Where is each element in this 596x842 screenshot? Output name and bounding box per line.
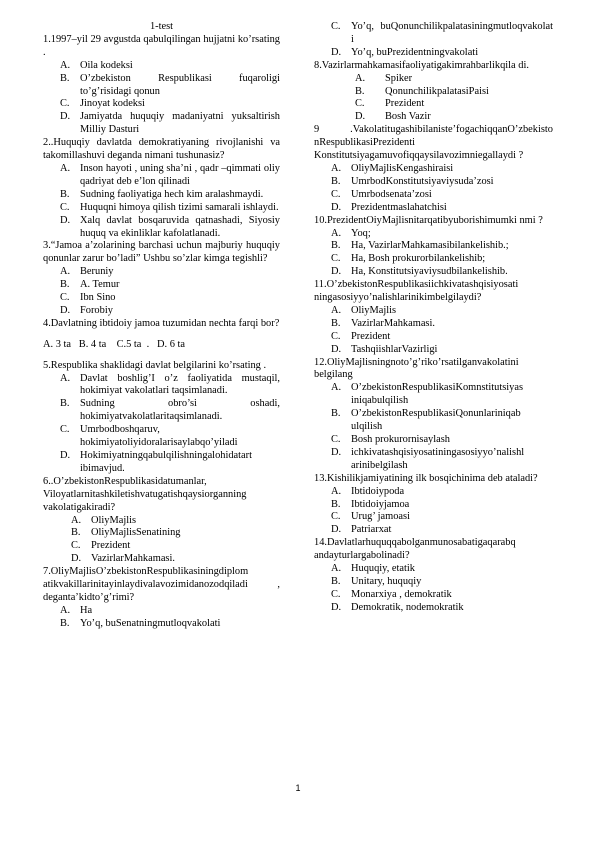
option-text: Oila kodeksi [80, 59, 133, 71]
answer-option [355, 98, 553, 111]
answer-options [314, 21, 553, 60]
answer-option [60, 189, 280, 202]
answer-option [60, 60, 280, 73]
question-block [43, 318, 280, 360]
option-text: Ha, Bosh prokurorbilankelishib; [351, 253, 486, 265]
option-letter: A. [71, 514, 82, 526]
answer-option [60, 450, 280, 476]
answer-options [43, 266, 280, 318]
option-letter: A. [60, 59, 71, 71]
option-letter: B. [60, 279, 70, 291]
answer-option [331, 21, 553, 47]
option-letter: D. [331, 201, 342, 213]
answer-option [355, 111, 553, 124]
answer-option [71, 540, 280, 553]
option-text: Spiker [385, 72, 413, 84]
option-letter: B. [331, 498, 341, 510]
answer-option [331, 228, 553, 241]
answer-options [314, 382, 553, 472]
option-text: Monarxiya , demokratik [351, 588, 452, 600]
answer-option [60, 98, 280, 111]
answer-option [331, 176, 553, 189]
option-text: Patriarxat [351, 524, 392, 536]
option-text: Davlat boshlig’I o’z faoliyatida mustaqil, hokimiyat vakolatlari taqsimlanadi. [80, 372, 280, 397]
option-text: Ha [80, 604, 93, 616]
option-letter: B. [60, 398, 70, 410]
answer-option [331, 447, 553, 473]
option-letter: C. [60, 292, 70, 304]
option-letter: B. [71, 527, 81, 539]
option-text: Ha, Konstitutsiyaviysudbilankelishib. [351, 266, 508, 278]
option-letter: D. [331, 601, 342, 613]
question-block [314, 357, 553, 473]
option-text: Yoq; [351, 227, 371, 239]
page-title: 1-test [149, 21, 174, 32]
option-letter: D. [60, 214, 71, 226]
right-column [314, 21, 553, 615]
option-letter: B. [331, 575, 341, 587]
option-text: OliyMajlis [91, 514, 137, 526]
option-letter: C. [331, 330, 341, 342]
answer-option [60, 424, 280, 450]
option-text: Prezidentmaslahatchisi [351, 201, 447, 213]
option-letter: B. [60, 617, 70, 629]
option-text: Forobiy [80, 304, 113, 316]
option-text: Hokimiyatningqabulqilishningalohidatart ibimavjud. [80, 450, 252, 474]
option-text: Yo’q, buPrezidentningvakolati [351, 46, 479, 58]
question-block [43, 360, 280, 476]
answer-option [331, 499, 553, 512]
answer-option [331, 189, 553, 202]
option-letter: D. [331, 343, 342, 355]
option-text: Prezident [351, 330, 391, 342]
option-letter: A. [60, 604, 71, 616]
answer-option [60, 266, 280, 279]
option-text: Ibn Sino [80, 292, 116, 304]
option-letter: C. [60, 424, 70, 436]
question-block [314, 537, 553, 614]
option-text: Sudning faoliyatiga hech kim aralashmaydi. [80, 188, 264, 200]
question-block [314, 473, 553, 538]
option-letter: D. [331, 266, 342, 278]
question-block [314, 21, 553, 60]
option-text: VazirlarMahkamasi. [351, 317, 435, 329]
option-letter: C. [331, 511, 341, 523]
answer-option [331, 318, 553, 331]
answer-option [60, 373, 280, 399]
option-letter: A. [331, 304, 342, 316]
option-letter: C. [331, 188, 341, 200]
answer-options [43, 163, 280, 240]
answer-options [314, 73, 553, 125]
answer-option [331, 47, 553, 60]
answer-option [331, 486, 553, 499]
question-text: 3.“Jamoa a’zolarining barchasi uchun majburiy huquqiy qonunlar zarur bo’ladi” Ushbu so’zlar kimga tegishli? [43, 240, 280, 265]
option-letter: B. [331, 317, 341, 329]
answer-option [60, 279, 280, 292]
option-text: O’zbekistonRespublikasiKomnstitutsiyas iniqabulqilish [351, 382, 524, 407]
question-block [43, 566, 280, 631]
answer-option [60, 618, 280, 631]
answer-option [331, 408, 553, 434]
answer-options-inline: A. 3 ta B. 4 ta C.5 ta . D. 6 ta [43, 338, 185, 350]
answer-option [331, 253, 553, 266]
question-text: 11.O’zbekistonRespublikasiichkivatashqisiyosati ningasosiyyo’nalishlarinikimbelgilaydi? [314, 279, 519, 304]
answer-options [43, 373, 280, 476]
answer-option [331, 563, 553, 576]
answer-option [331, 240, 553, 253]
answer-options [43, 515, 280, 567]
answer-option [60, 111, 280, 137]
answer-option [71, 515, 280, 528]
question-text: 14.Davlatlarhuquqqabolganmunosabatigaqarabq andayturlargabolinadi? [314, 537, 516, 562]
question-text: 8.Vazirlarmahkamasifaoliyatigakimrahbarlikqila di. [314, 59, 529, 71]
question-text: 10.PrezidentOiyMajlisnitarqatibyuborishimumki nmi ? [314, 214, 543, 226]
answer-option [331, 163, 553, 176]
option-text: Jamiyatda huquqiy madaniyatni yuksaltirish Milliy Dasturi [80, 111, 280, 136]
option-text: Ibtidoiyjamoa [351, 498, 410, 510]
question-block [314, 279, 553, 356]
option-letter: B. [60, 188, 70, 200]
option-letter: C. [60, 201, 70, 213]
answer-option [60, 292, 280, 305]
option-text: Huquqni himoya qilish tizimi samarali ishlaydi. [80, 201, 279, 213]
option-text: Prezident [91, 540, 131, 552]
option-text: Beruniy [80, 266, 114, 278]
question-text: 12.OliyMajlisningnoto’g’riko’rsatilganvakolatini belgilang [314, 356, 519, 381]
left-column [43, 21, 280, 631]
answer-option [331, 202, 553, 215]
answer-option [60, 215, 280, 241]
option-letter: D. [71, 553, 82, 565]
option-letter: A. [331, 162, 342, 174]
answer-option [331, 511, 553, 524]
option-text: OliyMajlis [351, 304, 397, 316]
option-text: QonunchilikpalatasiPaisi [385, 85, 489, 97]
option-text: Unitary, huquqiy [351, 575, 422, 587]
question-text: 13.Kishilikjamiyatining ilk bosqichinima deb ataladi? [314, 472, 538, 484]
question-text: 7.OliyMajlisO’zbekistonRespublikasiningdiplom atikvakillarinitayinlaydivalavozimidanozodqiladi , deganta’kidto’g’rimi? [43, 566, 280, 603]
option-text: O’zbekistonRespublikasiQonunlariniqab ulqilish [351, 408, 521, 433]
option-text: ichkivatashqisiyosatiningasosiyyo’nalishl arinibelgilash [351, 446, 525, 471]
answer-option [331, 305, 553, 318]
answer-options [314, 228, 553, 280]
answer-option [331, 576, 553, 589]
option-text: OliyMajlisSenatining [91, 527, 181, 539]
option-text: Xalq davlat bosqaruvida qatnashadi, Siyosiy huquq va ekinliklar kafolatlanadi. [80, 214, 280, 239]
question-text: 4.Davlatning ibtidoiy jamoa tuzumidan nechta farqi bor? [43, 317, 280, 329]
option-letter: D. [60, 304, 71, 316]
question-block [314, 60, 553, 125]
page-number: 1 [295, 783, 301, 793]
answer-options [314, 486, 553, 538]
option-letter: A. [331, 485, 342, 497]
option-text: Yo’q, buSenatningmutloqvakolati [80, 617, 221, 629]
option-letter: D. [331, 524, 342, 536]
answer-options [314, 305, 553, 357]
answer-option [60, 202, 280, 215]
answer-option [60, 163, 280, 189]
option-letter: A. [331, 227, 342, 239]
option-text: Demokratik, nodemokratik [351, 601, 464, 613]
option-letter: A. [60, 162, 71, 174]
option-letter: B. [331, 240, 341, 252]
answer-option [331, 589, 553, 602]
option-letter: C. [331, 588, 341, 600]
answer-option [60, 73, 280, 99]
option-letter: A. [60, 266, 71, 278]
question-block [43, 137, 280, 240]
answer-option [60, 305, 280, 318]
option-letter: C. [331, 21, 341, 32]
question-text: 9 .VakolatitugashibilanisteʼfogachiqqanO’zbekisto nRespublikasiPrezidenti Konstitutsiyagamuvofiqqaysilavozimniegallaydi ? [314, 124, 553, 162]
option-text: Huquqiy, etatik [351, 563, 415, 575]
option-text: Yo’q, buQonunchilikpalatasiningmutloqvakolat i [351, 21, 553, 45]
option-letter: A. [331, 563, 342, 575]
question-text: 6..O’zbekistonRespublikasidatumanlar, Viloyatlarnitashkiletishvatugatishqaysiorganning vakolatigakiradi? [43, 475, 247, 513]
option-text: Umrbodboshqaruv, hokimiyatoliyidoralarisaylabqo’yiladi [80, 424, 238, 449]
question-block [43, 240, 280, 317]
option-text: TashqiishlarVazirligi [351, 343, 438, 355]
option-letter: C. [60, 98, 70, 110]
question-block [43, 34, 280, 137]
option-letter: D. [331, 446, 342, 458]
answer-option [331, 344, 553, 357]
answer-option [331, 266, 553, 279]
option-letter: B. [60, 72, 70, 84]
answer-option [331, 524, 553, 537]
option-letter: D. [60, 450, 71, 461]
option-letter: D. [331, 46, 342, 58]
option-letter: D. [60, 111, 71, 123]
option-letter: A. [331, 382, 342, 394]
answer-option [331, 331, 553, 344]
option-text: Ha, VazirlarMahkamasibilankelishib.; [351, 240, 509, 252]
answer-option [355, 73, 553, 86]
answer-option [60, 398, 280, 424]
option-text: UmrbodKonstitutsiyaviysuda’zosi [351, 175, 494, 187]
option-letter: C. [355, 98, 365, 110]
answer-option [331, 602, 553, 615]
answer-options [314, 563, 553, 615]
question-text: 5.Respublika shaklidagi davlat belgilarini ko’rsating . [43, 359, 267, 371]
option-text: Prezident [385, 98, 425, 110]
option-text: Inson hayoti , uning sha’ni , qadr –qimmati oliy qadriyat deb e’lon qilinadi [80, 162, 280, 187]
option-text: Ibtidoiypoda [351, 485, 405, 497]
option-text: VazirlarMahkamasi. [91, 553, 175, 565]
option-letter: B. [331, 408, 341, 420]
option-text: Urug’ jamoasi [351, 511, 410, 523]
option-text: Sudning obro’si oshadi, hokimiyatvakolatlaritaqsimlanadi. [80, 398, 280, 423]
option-letter: C. [331, 434, 341, 445]
question-block [314, 215, 553, 280]
answer-options [43, 60, 280, 137]
question-block [43, 476, 280, 566]
option-letter: D. [355, 111, 366, 123]
answer-option [331, 434, 553, 447]
question-text: 2..Huquqiy davlatda demokratiyaning rivojlanishi va takomillashuvi deganda nimani tushunasiz? [43, 137, 280, 162]
option-text: Bosh prokurornisaylash [351, 434, 450, 445]
option-text: OliyMajlisKengashiraisi [351, 162, 454, 174]
answer-options [43, 605, 280, 631]
option-letter: A. [60, 372, 71, 384]
question-text: 1.1997–yil 29 avgustda qabulqilingan hujjatni ko’rsating . [43, 33, 280, 58]
option-text: A. Temur [80, 279, 120, 291]
answer-option [60, 605, 280, 618]
answer-option [71, 553, 280, 566]
option-letter: A. [355, 72, 366, 84]
answer-option [355, 86, 553, 99]
answer-option [331, 382, 553, 408]
option-text: Bosh Vazir [385, 111, 431, 123]
option-text: O’zbekiston Respublikasi fuqaroligi to’g’risidagi qonun [80, 72, 280, 97]
option-letter: C. [331, 253, 341, 265]
answer-option [71, 527, 280, 540]
option-letter: C. [71, 540, 81, 552]
option-text: Umrbodsenata’zosi [351, 188, 432, 200]
option-text: Jinoyat kodeksi [80, 98, 145, 110]
question-block [314, 124, 553, 214]
option-letter: B. [355, 85, 365, 97]
answer-options [314, 163, 553, 215]
option-letter: B. [331, 175, 341, 187]
